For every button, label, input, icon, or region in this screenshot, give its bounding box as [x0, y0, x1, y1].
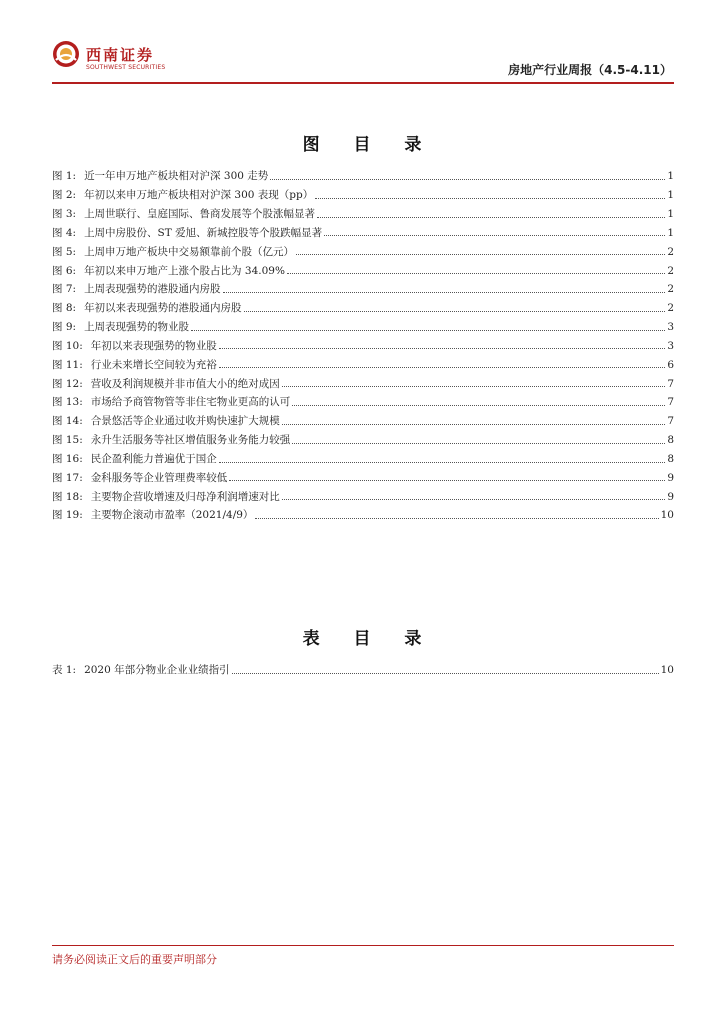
toc-entry[interactable] — [52, 447, 674, 466]
toc-entry[interactable] — [52, 164, 674, 183]
toc-entry-leader — [219, 462, 666, 463]
toc-entry-page: 6 — [667, 358, 674, 371]
toc-entry-leader — [219, 367, 666, 368]
toc-entry-leader — [296, 254, 665, 255]
toc-entry-text: 主要物企营收增速及归母净利润增速对比 — [90, 490, 280, 503]
toc-entry-leader — [287, 273, 665, 274]
toc-entry[interactable] — [52, 409, 674, 428]
toc-entry-label: 图 2: — [52, 189, 77, 202]
toc-entry-page: 10 — [660, 664, 674, 677]
toc-entry-label: 图 7: — [52, 283, 77, 296]
company-logo — [52, 40, 192, 76]
toc-entry-text: 上周表现强势的物业股 — [84, 321, 190, 334]
toc-entry-page: 8 — [667, 434, 674, 447]
table-directory-list — [52, 658, 674, 677]
toc-entry[interactable] — [52, 239, 674, 258]
toc-entry-page: 1 — [667, 207, 674, 220]
toc-entry-page: 7 — [667, 396, 674, 409]
toc-entry-text: 上周世联行、皇庭国际、鲁商发展等个股涨幅显著 — [84, 207, 316, 220]
toc-entry-label: 图 14: — [52, 415, 83, 428]
toc-entry-page: 3 — [667, 321, 674, 334]
toc-entry-label: 表 1: — [52, 664, 77, 677]
toc-entry-label: 图 13: — [52, 396, 83, 409]
toc-entry-label: 图 4: — [52, 226, 77, 239]
toc-entry-label: 图 9: — [52, 321, 77, 334]
figure-directory-list — [52, 164, 674, 522]
toc-entry-text: 民企盈利能力普遍优于国企 — [90, 452, 217, 465]
toc-entry-leader — [282, 386, 666, 387]
document-title: 房地产行业周报（4.5-4.11） — [508, 63, 672, 77]
toc-entry[interactable] — [52, 428, 674, 447]
toc-entry-page: 1 — [667, 226, 674, 239]
toc-entry-text: 年初以来申万地产板块相对沪深 300 表现（pp） — [84, 189, 314, 202]
toc-entry-leader — [219, 348, 666, 349]
toc-entry-leader — [232, 673, 659, 674]
toc-entry-leader — [255, 518, 658, 519]
toc-entry-page: 2 — [667, 302, 674, 315]
disclaimer-note: 请务必阅读正文后的重要声明部分 — [52, 953, 217, 966]
toc-entry-text: 市场给予商管物管等非住宅物业更高的认可 — [90, 396, 291, 409]
toc-entry-label: 图 6: — [52, 264, 77, 277]
logo-name: 西南证券 — [86, 46, 155, 64]
toc-entry-label: 图 3: — [52, 207, 77, 220]
toc-entry-page: 8 — [667, 452, 674, 465]
toc-entry[interactable] — [52, 221, 674, 240]
toc-entry-label: 图 10: — [52, 339, 83, 352]
toc-entry-page: 2 — [667, 245, 674, 258]
figure-directory-title: 图 目 录 — [302, 135, 436, 155]
toc-entry-leader — [282, 424, 666, 425]
toc-entry-label: 图 15: — [52, 434, 83, 447]
toc-entry-leader — [317, 217, 665, 218]
toc-entry[interactable] — [52, 277, 674, 296]
toc-entry[interactable] — [52, 183, 674, 202]
toc-entry[interactable] — [52, 371, 674, 390]
table-directory-title: 表 目 录 — [302, 629, 436, 649]
toc-entry[interactable] — [52, 296, 674, 315]
toc-entry-page: 2 — [667, 283, 674, 296]
footer-divider — [52, 945, 674, 946]
toc-entry-leader — [282, 499, 666, 500]
toc-entry-leader — [292, 443, 665, 444]
toc-entry[interactable] — [52, 202, 674, 221]
toc-entry[interactable] — [52, 503, 674, 522]
toc-entry-text: 营收及利润规模并非市值大小的绝对成因 — [90, 377, 280, 390]
toc-entry-label: 图 19: — [52, 509, 83, 522]
toc-entry-label: 图 16: — [52, 452, 83, 465]
toc-entry-leader — [292, 405, 665, 406]
page-header — [52, 36, 674, 82]
toc-entry[interactable] — [52, 484, 674, 503]
toc-entry-leader — [324, 235, 665, 236]
toc-entry-label: 图 12: — [52, 377, 83, 390]
toc-entry-label: 图 11: — [52, 358, 83, 371]
toc-entry-page: 10 — [660, 509, 674, 522]
toc-entry-text: 2020 年部分物业企业业绩指引 — [84, 664, 230, 677]
toc-entry-text: 金科服务等企业管理费率较低 — [90, 471, 228, 484]
toc-entry-page: 1 — [667, 170, 674, 183]
toc-entry-leader — [244, 311, 666, 312]
toc-entry-text: 近一年申万地产板块相对沪深 300 走势 — [84, 170, 269, 183]
toc-entry[interactable] — [52, 315, 674, 334]
toc-entry[interactable] — [52, 466, 674, 485]
toc-entry-text: 年初以来申万地产上涨个股占比为 34.09% — [84, 264, 285, 277]
toc-entry-label: 图 18: — [52, 490, 83, 503]
logo-subtitle: SOUTHWEST SECURITIES — [86, 64, 166, 71]
toc-entry-leader — [191, 330, 665, 331]
toc-entry-text: 年初以来表现强势的物业股 — [90, 339, 217, 352]
toc-entry-text: 年初以来表现强势的港股通内房股 — [84, 302, 242, 315]
toc-entry-label: 图 1: — [52, 170, 77, 183]
toc-entry-leader — [223, 292, 666, 293]
toc-entry-page: 9 — [667, 490, 674, 503]
toc-entry[interactable] — [52, 258, 674, 277]
toc-entry-leader — [270, 179, 665, 180]
toc-entry-page: 9 — [667, 471, 674, 484]
toc-entry-text: 上周申万地产板块中交易额靠前个股（亿元） — [84, 245, 295, 258]
toc-entry[interactable] — [52, 390, 674, 409]
logo-emblem-icon — [52, 40, 80, 68]
toc-entry-leader — [315, 198, 665, 199]
toc-entry-page: 1 — [667, 189, 674, 202]
toc-entry-page: 2 — [667, 264, 674, 277]
toc-entry-text: 上周表现强势的港股通内房股 — [84, 283, 221, 296]
toc-entry[interactable] — [52, 658, 674, 677]
toc-entry-text: 合景悠活等企业通过收并购快速扩大规模 — [90, 415, 280, 428]
toc-entry-text: 行业未来增长空间较为充裕 — [90, 358, 217, 371]
toc-entry-page: 7 — [667, 415, 674, 428]
header-divider — [52, 82, 674, 84]
toc-entry[interactable] — [52, 334, 674, 353]
toc-entry-label: 图 5: — [52, 245, 77, 258]
toc-entry-text: 永升生活服务等社区增值服务业务能力较强 — [90, 434, 291, 447]
toc-entry-text: 上周中房股份、ST 爱旭、新城控股等个股跌幅显著 — [84, 226, 323, 239]
toc-entry-page: 3 — [667, 339, 674, 352]
toc-entry-text: 主要物企滚动市盈率（2021/4/9） — [90, 509, 254, 522]
toc-entry[interactable] — [52, 352, 674, 371]
toc-entry-leader — [229, 480, 665, 481]
toc-entry-label: 图 8: — [52, 302, 77, 315]
toc-entry-label: 图 17: — [52, 471, 83, 484]
toc-entry-page: 7 — [667, 377, 674, 390]
